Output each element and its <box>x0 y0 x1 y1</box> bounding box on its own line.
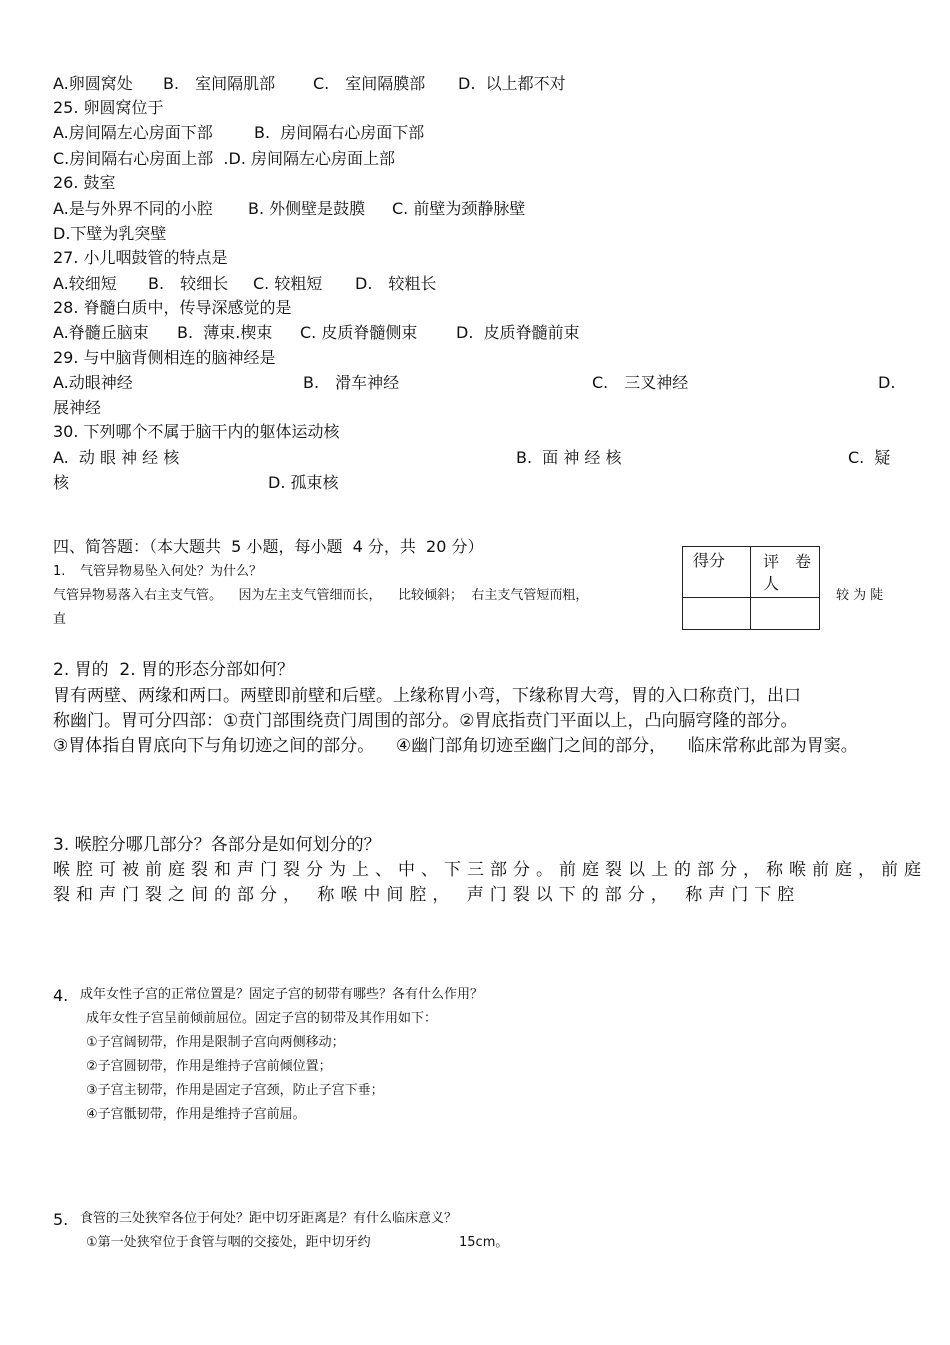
q27-option-b: B. 较细长 <box>148 274 229 293</box>
a1-number: 1. <box>53 564 66 579</box>
q28-option-d: D. 皮质脊髓前束 <box>456 323 580 342</box>
q25-stem: 25. 卵圆窝位于 <box>53 98 164 117</box>
q25-option-b: B. 房间隔右心房面下部 <box>254 123 425 142</box>
q24-option-b: B. 室间隔肌部 <box>163 74 276 93</box>
a3-question: 3. 喉腔分哪几部分？各部分是如何划分的？ <box>53 835 381 855</box>
q30-option-b: B. 面 神 经 核 <box>516 448 622 467</box>
q26-option-b: B. 外侧壁是鼓膜 <box>248 199 366 218</box>
q26-option-c: C. 前壁为颈静脉壁 <box>392 199 526 218</box>
a5-answer: ①第一处狭窄位于食管与咽的交接处，距中切牙约 <box>86 1235 371 1250</box>
score-label: 得分 <box>693 551 726 570</box>
q29-option-c: C. 三叉神经 <box>592 373 689 392</box>
a4-question: 成年女性子宫的正常位置是？固定子宫的韧带有哪些？各有什么作用？ <box>80 987 484 1002</box>
a1-answer-cont: 直 <box>53 612 67 627</box>
q28-option-b: B. 薄束.楔束 <box>177 323 273 342</box>
q30-option-d: D. 孤束核 <box>268 473 339 492</box>
q26-stem: 26. 鼓室 <box>53 173 116 192</box>
q27-stem: 27. 小儿咽鼓管的特点是 <box>53 248 228 267</box>
a4-answer-line: 成年女性子宫呈前倾前屈位。固定子宫的韧带及其作用如下： <box>86 1011 438 1026</box>
q27-option-c: C. 较粗短 <box>253 274 323 293</box>
q28-option-c: C. 皮质脊髓侧束 <box>300 323 418 342</box>
q27-option-d: D. 较粗长 <box>355 274 437 293</box>
a4-answer-line: ③子宫主韧带，作用是固定子宫颈，防止子宫下垂； <box>86 1083 384 1098</box>
a1-answer: 气管异物易落入右主支气管。 因为左主支气管细而长， 比较倾斜； 右主支气管短而粗， <box>53 588 589 603</box>
q26-option-a: A.是与外界不同的小腔 <box>53 199 213 218</box>
a3-answer-line: 裂和声门裂之间的部分， 称喉中间腔， 声门裂以下的部分， 称声门下腔 <box>53 885 801 905</box>
q29-stem: 29. 与中脑背侧相连的脑神经是 <box>53 348 276 367</box>
a2-question: 2. 胃的 2. 胃的形态分部如何？ <box>53 660 295 680</box>
q30-option-c-cont: 核 <box>53 473 70 492</box>
q25-option-a: A.房间隔左心房面下部 <box>53 123 213 142</box>
a4-answer-line: ②子宫圆韧带，作用是维持子宫前倾位置； <box>86 1059 332 1074</box>
a5-answer-value: 15cm。 <box>459 1235 509 1250</box>
section4-title: 四、简答题：（本大题共 5 小题，每小题 4 分，共 20 分） <box>53 537 484 556</box>
q26-option-d: D.下壁为乳突壁 <box>53 224 167 243</box>
a5-question: 食管的三处狭窄各位于何处？距中切牙距离是？有什么临床意义？ <box>80 1211 458 1226</box>
q29-option-b: B. 滑车神经 <box>303 373 400 392</box>
q30-stem: 30. 下列哪个不属于脑干内的躯体运动核 <box>53 422 340 441</box>
a4-answer-line: ④子宫骶韧带，作用是维持子宫前屈。 <box>86 1107 306 1122</box>
score-table <box>682 546 820 630</box>
q29-option-d: D. <box>878 373 896 392</box>
q24-option-a: A.卵圆窝处 <box>53 74 133 93</box>
q30-option-a: A. 动 眼 神 经 核 <box>53 448 180 467</box>
q29-option-a: A.动眼神经 <box>53 373 133 392</box>
q24-option-d: D. 以上都不对 <box>458 74 566 93</box>
a5-number: 5. <box>53 1210 69 1229</box>
q28-option-a: A.脊髓丘脑束 <box>53 323 149 342</box>
q29-option-d-text: 展神经 <box>53 398 102 417</box>
a2-answer-line: 胃有两壁、两缘和两口。两壁即前壁和后壁。上缘称胃小弯，下缘称胃大弯，胃的入口称贲门，出口 <box>53 686 801 706</box>
q24-option-c: C. 室间隔膜部 <box>313 74 426 93</box>
q25-option-cd: C.房间隔右心房面上部 .D. 房间隔左心房面上部 <box>53 149 396 168</box>
a4-answer-line: ①子宫阔韧带，作用是限制子宫向两侧移动； <box>86 1035 345 1050</box>
q27-option-a: A.较细短 <box>53 274 117 293</box>
a2-answer-line: 称幽门。胃可分四部：①贲门部围绕贲门周围的部分。②胃底指贲门平面以上，凸向膈穹隆的部分。 <box>53 711 798 731</box>
a3-answer-line: 喉腔可被前庭裂和声门裂分为上、中、下三部分。前庭裂以上的部分，称喉前庭，前庭 <box>53 860 927 880</box>
score-table-divider <box>683 597 819 598</box>
a4-number: 4. <box>53 986 69 1005</box>
q30-option-c: C. 疑 <box>848 448 891 467</box>
a2-answer-line: ③胃体指自胃底向下与角切迹之间的部分。 ④幽门部角切迹至幽门之间的部分， 临床常称此部为胃窦。 <box>53 736 858 756</box>
score-table-divider <box>750 547 751 629</box>
grader-label: 评 卷 人 <box>763 552 812 593</box>
a1-question: 气管异物易坠入何处？为什么？ <box>80 564 263 579</box>
q28-stem: 28. 脊髓白质中，传导深感觉的是 <box>53 298 292 317</box>
a1-answer-tail: 较 为 陡 <box>836 588 884 603</box>
